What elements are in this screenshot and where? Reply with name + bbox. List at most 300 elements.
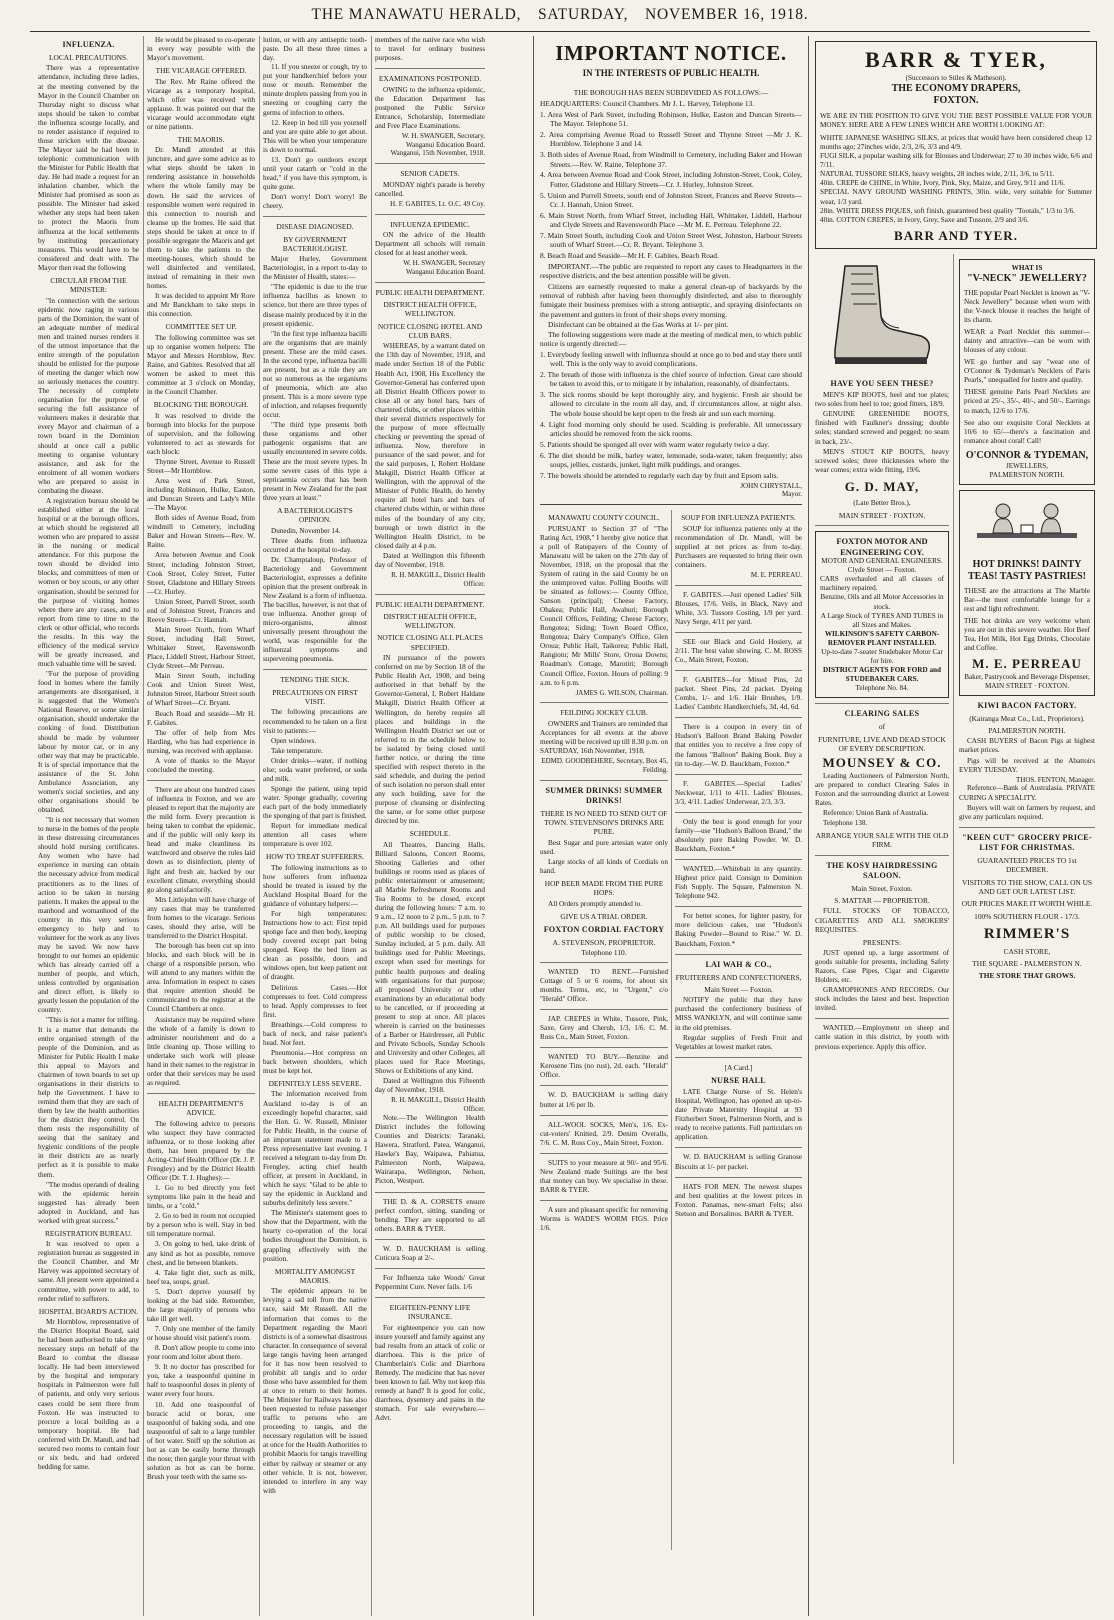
ad-text: (Late Better Bros.), <box>853 498 911 508</box>
ad-text: A. STEVENSON, PROPRIETOR. Telephone 110. <box>552 938 656 957</box>
article-paragraph: Major Hurley, Government Bacteriologist, in a report to-day to the Minister of Health, states:— <box>263 255 367 282</box>
suggestion-item: 4. Light food morning only should be used. Scalding is preferable. All unnecessary articles should be removed from the sick rooms. <box>540 419 802 438</box>
article-paragraph: The information received from Auckland to-day is of an exceedingly hopeful character, said the Hon. G. W. Russell, Minister for Public Health, in the course of an important statement made to a Press representative last evening. I received a telegram to-day from Dr. Frengley, acting chief health officer, at present in Auckland, in which he says: "Glad to be able to say the epidemic in Auckland and suburbs definitely less severe." <box>263 1090 367 1208</box>
ad-text: JAP. CREPES in White, Tussore, Pink, Saxe, Grey and Cherub, 1/3, 1/6. C. M. Ross Co., Main Street, Foxton. <box>540 1015 668 1042</box>
ad-text: PALMERSTON NORTH. <box>989 471 1065 480</box>
column-rule <box>953 254 954 1464</box>
divider <box>675 954 802 955</box>
article-paragraph: The following committee was set up to organise women helpers: The Mayor and Messrs Hornblow, Rev. Raine, and Gabites. Resolved that all women be asked to meet this committee at 3 o'clock on Monday, in the Council Chamber. <box>147 333 255 397</box>
notice-signature: R. H. MAKGILL, District Health Officer. <box>391 570 485 588</box>
precaution-item: Take temperature. <box>271 746 323 755</box>
article-paragraph: "The third type presents both these organisms and other pathogenic organisms that are usually encountered in severe colds. These are the most severe types. In some severe cases of this type a septicaemia occurs that has been present in New Zealand for the past three years at least." <box>263 421 367 502</box>
divider <box>959 827 1095 828</box>
notice-date: Dated at Wellington this fifteenth day of November, 1918. <box>375 551 485 569</box>
article-paragraph: He would be pleased to co-operate in every way possible with the Mayor's movement. <box>147 36 255 63</box>
article-subheading: HEALTH DEPARTMENT'S ADVICE. <box>158 1099 244 1118</box>
notice-text: IN pursuance of the powers conferred on me by Section 18 of the Public Health Act, 1908, and being authorised in that behalf by the Governor-General, I, Robert Haldane Makgill, District Health Officer at Wellington, do hereby require all places and buildings in the Wellington Health District set out or referred to in the schedule below to be isolated by being closed until further notice, or during the time specified with respect thereto in the said schedule, and during the period of such isolation no person shall enter any such building, save for the purpose of cleansing or disinfecting the same, or for some other purpose directed by me. <box>375 654 485 826</box>
notice-heading: DISTRICT HEALTH OFFICE, WELLINGTON. <box>383 611 477 631</box>
notice-signature: H. F. GABITES, Lt. O.C. 49 Coy. <box>390 199 485 208</box>
column-influenza <box>38 36 139 1616</box>
important-notice-title: IMPORTANT NOTICE. <box>555 41 787 65</box>
ad-signature: M. E. PERREAU. <box>750 570 802 579</box>
article-paragraph: Three deaths from influenza occurred at the hospital to-day. <box>263 536 367 554</box>
ad-text: Reference: Union Bank of Australia. <box>823 808 929 817</box>
ad-title: O'CONNOR & TYDEMAN, <box>965 449 1089 461</box>
article-paragraph: It was decided to appoint Mr Rore and Mr Banckham to take steps in this connection. <box>147 292 255 319</box>
article-paragraph: members of the native race who wish to travel for ordinary business purposes. <box>375 36 485 63</box>
article-subheading: THE VICARAGE OFFERED. <box>155 66 247 76</box>
divider <box>675 859 802 860</box>
notice-signature: W. H. SWANGER, Secretary Wanganui Education Board. <box>403 259 485 276</box>
block-assignment: Beach Road and seaside—Mr H. F. Gabites. <box>147 709 255 727</box>
article-subheading: TENDING THE SICK. <box>280 675 350 685</box>
column-influenza-continued <box>147 36 255 1616</box>
article-paragraph: The Rev. Mr Raine offered the vicarage as a temporary hospital, which offer was received with applause. It was pointed out that the vicarage would accommodate eight or nine patients. <box>147 77 255 131</box>
marble-bar-ad <box>959 490 1095 695</box>
classifieds-right <box>675 510 802 1220</box>
ad-text: Leading Auctioneers of Palmerston North, are prepared to conduct Clearing Sales in Foxton and the surrounding district at Lowest Rates. <box>815 771 949 807</box>
divider <box>147 780 255 781</box>
ad-text: JEWELLERS, <box>1005 462 1049 471</box>
ad-text: W. D. BAUCKHAM is selling Granose Biscuits at 1/- per packet. <box>675 1153 802 1171</box>
ad-text: FOXTON. <box>933 95 979 107</box>
ad-text: See also our exquisite Coral Necklets at 10/6 to 65/—there's a fascination and romance about coral! Call! <box>964 418 1090 445</box>
ad-title: HOT DRINKS! DAINTY TEAS! TASTY PASTRIES! <box>968 558 1086 583</box>
ad-item: 40in. COTTON CREPES, in Ivory, Grey, Saxe and Tussore, 2/9 and 3/6. <box>820 215 1029 224</box>
dateline: Dunedin, November 14. <box>271 526 341 535</box>
ad-title: RIMMER'S <box>983 925 1071 942</box>
ad-heading: "KEEN CUT" GROCERY PRICE-LIST FOR CHRISTMAS. <box>962 832 1092 852</box>
ad-text: ALL-WOOL SOCKS, Men's, 1/6. Ex-cut-voters' Knitted, 2/9. Denim Overalls, 7/6. C. M. Ross Coy., Main Street, Foxton. <box>540 1120 668 1147</box>
divider <box>375 214 485 215</box>
divider <box>815 703 949 704</box>
ad-item: 40in. CREPE de CHINE, in White, Ivory, Pink, Sky, Maize, and Grey, 9/11 and 11/6. <box>820 179 1065 188</box>
notice-intro: THE BOROUGH HAS BEEN SUBDIVIDED AS FOLLOWS:— <box>573 87 769 97</box>
ad-text: THE SQUARE - PALMERSTON N. <box>972 959 1082 969</box>
article-subheading: REGISTRATION BUREAU. <box>44 1228 133 1238</box>
ad-text: GRAMOPHONES AND RECORDS. Our stock includes the latest and best. Inspection invited. <box>815 986 949 1013</box>
issue-day: SATURDAY, <box>538 6 629 23</box>
article-paragraph: Delirious Cases.—Hot compresses to feet. Cold compress to head. Apply compresses to feet first. <box>263 983 367 1019</box>
article-subheading: LOCAL PRECAUTIONS. <box>49 53 128 63</box>
notice-paragraph: The following suggestions were made at the meeting of medical men, to which public notice is urgently directed:— <box>540 330 802 349</box>
ad-text: SEE our Black and Gold Hosiery, at 2/11. The best value showing. C. M. ROSS Co., Main Street, Foxton. <box>675 637 802 665</box>
divider <box>263 669 367 670</box>
article-paragraph: For high temperatures: Instructions how to act: First tepid sponge face and then body, keeping body covered except part being sponged. Keep the bed linen as clean as possible, doors and windows open, but keep patient out of draught. <box>263 910 367 982</box>
ad-text: A Large Stock of TYRES AND TUBES in all Sizes and Makes. <box>820 611 944 629</box>
ad-text: All Orders promptly attended to. <box>548 899 643 908</box>
notice-heading: EIGHTEEN-PENNY LIFE INSURANCE. <box>389 1303 471 1322</box>
ad-signature: THOS. FENTON, Manager. <box>1015 775 1095 784</box>
column-rule <box>259 36 260 1616</box>
ad-heading: FOXTON CORDIAL FACTORY <box>543 925 665 935</box>
divider <box>375 68 485 69</box>
boot-illustration-icon <box>815 258 935 368</box>
ad-text: WE go further and say "wear one of O'Connor & Tydeman's Necklets of Paris Pearls," unequalled for lustre and quality. <box>964 358 1090 385</box>
article-subheading: DISEASE DIAGNOSED. <box>276 222 354 232</box>
article-paragraph: Pneumonia.—Hot compress on back between shoulders, which must be kept hot. <box>263 1048 367 1076</box>
ad-text: of <box>878 722 886 732</box>
block-assignment: Union Street, Purrell Street, south end of Johnston Street, Frances and Reeve Streets—Cr. Hannah. <box>147 597 255 624</box>
subdivision-item: 8. Beach Road and Seaside—Mr H. F. Gabites, Beach Road. <box>540 251 719 261</box>
article-subheading: BY GOVERNMENT BACTERIOLOGIST. <box>282 234 348 253</box>
subdivision-item: 1. Area West of Park Street, including Robinson, Hulke, Easton and Duncan Streets—The Mayor. Telephone 51. <box>540 109 802 129</box>
suggestion-item: 5. Patients should be sponged all over with warm water regularly twice a day. <box>540 439 770 449</box>
article-paragraph: "The epidemic is due to the true influenza bacillus as known to science, but there are three types of disease mainly produced by it in the present epidemic. <box>263 283 367 328</box>
ad-text: [A Card.] <box>724 1062 753 1072</box>
divider <box>815 855 949 856</box>
divider <box>815 1018 949 1019</box>
ad-text: WANTED.—Employment on sheep and cattle station in this district, by youth with previous experience. Apply this office. <box>815 1024 949 1051</box>
ads-right <box>959 254 1095 983</box>
suggestion-item: 1. Everybody feeling unwell with influenza should at once go to bed and stay there until well. This is the only way to avoid complications. <box>540 349 802 369</box>
precaution-item: Sponge the patient, using tepid water. Sponge gradually, covering each part of the body immediately the sponging of that part is finished. <box>263 784 367 821</box>
ad-text: (Successors to Stiles & Matheson). <box>905 73 1007 82</box>
notice-paragraph: Disinfectant can be obtained at the Gas Works at 1/- per pint. <box>548 319 729 329</box>
advertisement-text: W. D. BAUCKHAM is selling Cuticura Soap at 2/-. <box>375 1244 485 1262</box>
ad-text: GUARANTEED PRICES TO 1st DECEMBER. <box>977 855 1077 875</box>
article-subheading: PRECAUTIONS ON FIRST VISIT. <box>272 687 358 707</box>
block-assignment: Main Street South, including Cook and Union Street West, Johnston Street, Harbour Street south of Wharf Street—Cr. Bryant. <box>147 672 255 708</box>
article-paragraph: The borough has been cut up into blocks, and each block will be in charge of a responsible person, who will attend to any matters within the area. Information in respect to cases that require attention should be communicated to the registrar at the Council Chambers at once. <box>147 942 255 1014</box>
block-assignment: Main Street North, from Wharf Street, including Hall Street, Whittaker Street, Ravenswordh Place, Liddell Street, Harbour Street, Clyde Street—Mr Perreau. <box>147 625 255 671</box>
article-subheading: MORTALITY AMONGST MAORIS. <box>274 1266 356 1285</box>
ad-footer: BARR AND TYER. <box>894 227 1018 243</box>
ad-text: F. GABITES—for Mixed Pins, 2d packet. Sheet Pins, 2d packet. Dyeing Combs, 1/- and 1/6. Hair Brushes, 1/9. Ladies' Cambric Handkerchiefs, 3d, 4d, 6d. <box>675 676 802 712</box>
advice-rule: 9. It no doctor has prescribed for you, take a teaspoonful quinine in half to teaspoonful doses in plenty of water every four hours. <box>147 1363 255 1399</box>
divider <box>375 163 485 164</box>
notice-text: All Theatres, Dancing Halls, Billiard Saloons, Concert Rooms, Shooting Galleries and other buildings or rooms used as places of public entertainment or amusement; all Marble Refreshment Rooms and Tea Rooms to be closed, except during the following hours: 7 a.m. to 9 a.m., 12 noon to 2 p.m., 5 p.m. to 7 p.m. All buildings used for purposes of public worship to be closed, Sunday included, at 5 p.m. daily. All buildings used for Public Meetings, except when used for meetings for public health purposes and dealing with organisations for that purpose; all proposed University or other examinations by an educational body to be cancelled, or if proceeding at present to stop at once. All places wherein is carried on the businesses of a Barber or Hairdresser, all Public and Private Schools, Sunday Schools and University and other Colleges, all places used for Race Meetings, Shows or Exhibitions of any kind. <box>375 840 485 1076</box>
divider <box>540 702 668 703</box>
ad-text: Buyers will wait on farmers by request, and give any particulars required. <box>959 803 1095 821</box>
article-paragraph: Breathings.—Cold compress to back of neck, and raise patient's head. Not feet. <box>263 1020 367 1047</box>
article-heading: INFLUENZA. <box>62 40 115 49</box>
column-rule <box>671 510 672 1550</box>
article-paragraph: Mr Hornblow, representative of the District Hospital Board, said he had been authorised to take any necessary steps on behalf of the Board to combat the disease locally. He had been interviewed by the hospital and temporary hospitals in Palmerston were full of patients, and only very serious cases could be sent there from Foxton. He was instructed to procure a local building as a temporary hospital. He had conferred with Dr. Mandl, and had secured two rooms to contain four or six beds, and had ordered bedding for same. <box>38 1317 139 1471</box>
article-paragraph: It was resolved to open a registration bureau as suggested in the Council Chamber, and Mr Harvey was appointed secretary of same. All present were appointed a committee, with power to add, to render relief to sufferers. <box>38 1240 139 1303</box>
notice-signature: R. H. MAKGILL, District Health Officer. <box>391 1096 485 1114</box>
ad-heading: LAI WAH & CO., <box>705 959 772 969</box>
ad-heading: NURSE HALL <box>711 1076 766 1086</box>
barr-tyer-ad <box>815 41 1097 249</box>
divider <box>675 1057 802 1058</box>
ad-text: HATS FOR MEN. The newest shapes and best qualities at the lowest prices in Foxton. Panamas, new-smart Felts; also Stetson and Borsalinos. BARR & TYER. <box>675 1182 802 1218</box>
divider <box>263 216 367 217</box>
article-paragraph: A registration bureau should be established either at the local hospital or at the borough offices, at which should be registered all women who are prepared to assist in the nursing or medical attendance. For this purpose the town should be divided into blocks, and committees of men or women or boy scouts, or any other organisation, should be secured for the purpose of visiting homes where there are any cases, and to report from time to time to the clerk or other official, who records the results. In this way the efficiency of the medical service will be greatly increased, and much valuable time will be saved. <box>38 496 139 668</box>
ad-text: FULL STOCKS OF TOBACCO, CIGARETTES AND ALL SMOKERS' REQUISITES. <box>815 907 949 934</box>
divider <box>675 1147 802 1148</box>
notice-heading: DISTRICT HEALTH OFFICE, WELLINGTON. <box>383 300 477 319</box>
ad-text: Benzine, Oils and all Motor Accessories in stock. <box>820 593 944 611</box>
ad-text: 100% SOUTHERN FLOUR - 17/3. <box>974 911 1080 921</box>
ad-text: VISITORS TO THE SHOW, CALL ON US AND GET OUR LATEST LIST. <box>961 877 1093 896</box>
ad-text: WILKINSON'S SAFETY CARBON-REMOVER PLANT INSTALLED. <box>824 629 940 647</box>
article-paragraph: "In connection with the serious epidemic now raging in various parts of the Dominion, the want of an adequate number of medical men and trained nurses renders it of the utmost importance that the entire strength of the population should be enlisted for the purpose of meeting the danger which now so seriously menaces the country. The necessity of complete organisation for the purpose of securing the full assistance of volunteers makes it desirable that every Mayor and chairman of a town board in the Dominion should at once call a public meeting to organise voluntary assistance, and ask for the enrolment of all women workers who are prepared to assist in combating the disease. <box>38 296 139 495</box>
ad-text: Baker, Pastrycook and Beverage Dispenser, <box>964 672 1090 681</box>
article-paragraph: There are about one hundred cases of influenza in Foxton, and we are pleased to report that the majority are the mild form. Every precaution is being taken to combat the epidemic, and if the public will only keep its head and make cleanliness its watchword and observe the rules laid down as to disinfection, plenty of light and fresh air, backed by our excellent climate, everything should go along satisfactorily. <box>147 785 255 894</box>
advice-rule: 11. If you sneeze or cough, try to put your handkerchief before your nose or mouth. Remember the minute droplets passing from you in sneezing or coughing carry the germs of infection to others. <box>263 63 367 117</box>
divider <box>675 1177 802 1178</box>
divider <box>540 1200 668 1201</box>
ad-text: CARS overhauled and all classes of machinery repaired. <box>820 575 944 593</box>
ads-left <box>815 254 949 1053</box>
article-subheading: HOW TO TREAT SUFFERERS. <box>266 852 364 862</box>
divider <box>375 1192 485 1193</box>
precaution-item: Order drinks—water, if nothing else; soda water preferred, or soda and milk. <box>263 756 367 783</box>
ad-text: GENUINE GREENHIDE BOOTS, finished with Faulkner's dressing; double soles; standard screwed and pegged; no seam in back, 23/-. <box>815 410 949 446</box>
ad-text: F. GABITES.—Special Ladies' Neckwear, 1/11 to 4/11. Ladies' Blouses, 3/3, 4/11. Ladies' Underwear, 2/3, 3/3. <box>675 779 802 806</box>
notice-text: OWING to the influenza epidemic, the Education Department has postponed the Public Service Entrance, Scholarship, Intermediate and Free Place Examinations. <box>375 85 485 130</box>
column-health-advice <box>263 36 367 1616</box>
column-notices <box>375 36 485 1616</box>
divider <box>540 1009 668 1010</box>
ad-title: M. E. PERREAU <box>972 656 1082 672</box>
ad-text: Large stocks of all kinds of Cordials on hand. <box>540 857 668 875</box>
issue-date: NOVEMBER 16, 1918. <box>645 6 809 23</box>
notice-text: Note.—The Wellington Health District includes the following Counties and Districts: Taranaki, Hawera, Stratford, Patea, Wanganui, Hawke's Bay, Waipawa, Pahiatua, Palmerston North, Waipawa, Wairarapa, Wellington, Nelson, Picton, Westport. <box>375 1114 485 1186</box>
block-assignment: Both sides of Avenue Road, from windmill to Cemetery, including Baker and Howan Streets—Rev. W. Raine. <box>147 514 255 550</box>
article-paragraph: Mrs Littlejohn will have charge of any cases that may be transferred from homes to the vicarage. Serious cases, should they arise, will be transferred to the District Hospital. <box>147 895 255 940</box>
notice-text: ON the advice of the Health Department all schools will remain closed for at least another week. <box>375 230 485 257</box>
article-paragraph: "In the first type influenza bacilli are the organisms that are mainly present. These are the mild cases. In the second type, influenza bacilli are present, but as a rule they are not so numerous as the organisms of pneumonia, which are also present. This is a more severe type of infection, and relapses frequently occur. <box>263 329 367 420</box>
suggestion-item: 6. The diet should be milk, barley water, lemonade, soda-water, taken frequently; also soups, jellies, custards, junket, light milk puddings, and oranges. <box>540 450 802 469</box>
ad-item: WHITE JAPANESE WASHING SILKS, at prices that would have been considered cheap 12 months ago; 27inches wide, 2/3, 2/6, 3/3 and 4/9. <box>820 134 1092 152</box>
ad-text: THE hot drinks are very welcome when you are out in this severe weather. Hot Beef Tea, Hot Milk, Hot Egg Drinks, Chocolate and Coffee. <box>964 616 1090 653</box>
divider <box>375 282 485 283</box>
divider <box>147 1093 255 1094</box>
suggestion-item: 2. The breath of those with influenza is the chief source of infection. Great care should be taken to avoid this, or to mitigate it by inhalation, reasonably, of disinfectants. <box>540 369 802 389</box>
ad-text: MOTOR AND GENERAL ENGINEERS. <box>821 557 943 566</box>
advice-rule: 12. Keep in bed till you yourself and you are quite able to get about. This will be when your temperature is down to normal. <box>263 118 367 154</box>
advice-rule: 8. Don't allow people to come into your room and loiter about there. <box>147 1344 255 1362</box>
headquarters-line: HEADQUARTERS: Council Chambers. Mr J. L. Harvey, Telephone 13. <box>540 99 755 109</box>
ad-title: MOUNSEY & CO. <box>822 755 942 771</box>
ad-text: CASH BUYERS of Bacon Pigs at highest market prices. <box>959 737 1095 755</box>
ad-text: FURNITURE, LIVE AND DEAD STOCK OF EVERY DESCRIPTION. <box>818 734 946 753</box>
divider <box>675 774 802 775</box>
ad-text: THESE genuine Paris Pearl Necklets are priced at 25/-, 35/-, 40/-, and 50/-. Earrings to match, 12/6 to 17/6. <box>964 388 1090 415</box>
ad-heading: THE KOSY HAIRDRESSING SALOON. <box>826 860 938 880</box>
subdivision-item: 6. Main Street North, from Wharf Street, including Hall, Whittaker, Liddell, Harbour and Clyde Streets and Ravenswordh Place —Mr M. E. Perreau. Telephone 22. <box>540 210 802 230</box>
notice-heading: SCHEDULE. <box>409 829 451 839</box>
article-paragraph: The Minister's statement goes to show that the Department, with the hearty co-operation of the local bodies throughout the Dominion, is grappling effectively with the position. <box>263 1209 367 1263</box>
ad-text: WHAT IS <box>1011 264 1043 273</box>
advertisement-text: For Influenza take Woods' Great Peppermint Cure. Never fails. 1/6 <box>375 1273 485 1291</box>
ad-text: Telephone 138. <box>823 818 868 827</box>
article-paragraph: Dr. Champtaloup, Professor of Bacteriology and Government Bacteriologist, expresses a definite opinion that the present outbreak in New Zealand is a form of influenza. The bacillus, however, is not that of true influenza. Another group of micro-organisms, almost universally present throughout the world, was responsible for the influenzal symptoms and supervening pneumonia. <box>263 555 367 664</box>
ad-text: OUR PRICES MAKE IT WORTH WHILE. <box>961 899 1093 909</box>
ad-text: MEN'S KIP BOOTS, heel and toe plates; two soles from heel to toe; good fitters, 18/9. <box>815 391 949 409</box>
notice-heading: INFLUENZA EPIDEMIC. <box>390 219 470 229</box>
foxton-motor-ad <box>815 531 949 698</box>
masthead <box>30 6 1090 30</box>
article-paragraph: The following instructions as to how sufferers from influenza should be treated is issued by the Auckland Hospital Board for the guidance of voluntary helpers:— <box>263 863 367 908</box>
notice-date: Dated at Wellington this Fifteenth day of November, 1918. <box>375 1077 485 1095</box>
article-paragraph: Don't worry! Don't worry! Be cheery. <box>263 193 367 211</box>
article-subheading: A BACTERIOLOGIST'S OPINION. <box>277 505 353 525</box>
ad-text: A sure and pleasant specific for removing Worms is WADE'S WORM FIGS. Price 1/6. <box>540 1206 668 1233</box>
ad-text: Main Street, Foxton. <box>851 883 913 893</box>
masthead-rule <box>30 31 1090 32</box>
ad-text: MAIN STREET · FOXTON. <box>838 510 926 520</box>
ad-text: DISTRICT AGENTS FOR FORD and STUDEBAKER CARS. <box>822 665 942 684</box>
advice-rule: 13. Don't go outdoors except until your catarrh or "cold in the head," if you have this symptom, is quite gone. <box>263 155 367 191</box>
divider <box>675 585 802 586</box>
classifieds-area <box>540 510 802 1550</box>
ad-title: "V-NECK" JEWELLERY? <box>967 273 1087 285</box>
divider <box>815 525 949 526</box>
ad-text: Reference—Bank of Australasia. PRIVATE CURING A SPECIALITY. <box>959 784 1095 802</box>
ad-item: SPECIAL NAVY GROUND WASHING PRINTS, 30in. wide, very suitable for Summer wear, 1/3 yard. <box>820 188 1092 206</box>
precaution-item: Open windows. <box>271 736 317 745</box>
ad-text: LATE Charge Nurse of St. Helen's Hospital, Wellington, has opened an up-to-date Private Maternity Hospital at 93 Fitzherbert Street, Palmerston North, and is ready to receive patients. Full particulars on application. <box>675 1088 802 1142</box>
column-rule <box>371 36 372 1616</box>
ad-text: SUITS to your measure at 90/- and 95/6. New Zealand made Suitings are the best that money can buy. We specialise in these. BARR & TYER. <box>540 1158 668 1194</box>
important-notice-subtitle: IN THE INTERESTS OF PUBLIC HEALTH. <box>582 68 760 79</box>
divider <box>540 1085 668 1086</box>
ad-text: (Kairanga Meat Co., Ltd., Proprietors). <box>969 713 1085 723</box>
ad-text: CASH STORE, <box>1003 946 1051 956</box>
ad-signature: EDMD. GOODBEHERE, Secretary, Box 45, Feilding. <box>541 757 668 774</box>
ad-text: MEN'S STOUT KIP BOOTS, heavy screwed soles; three thicknesses where the wear comes; extra wide fitting, 19/6. <box>815 447 949 474</box>
article-paragraph: The offer of help from Mrs Harding, who has had experience in nursing, was received with applause. <box>147 728 255 755</box>
ad-text: Up-to-date 7-seater Studebaker Motor Car for hire. <box>821 647 943 665</box>
divider <box>675 632 802 633</box>
ad-text: THE popular Pearl Necklet is known as "V-Neck Jewellery" because when worn with the V-neck blouse it reaches the height of its charm. <box>964 288 1090 324</box>
newspaper-name: THE MANAWATU HERALD, <box>311 6 522 23</box>
column-rule <box>533 36 534 1616</box>
article-paragraph: The following precautions are recommended to be taken on a first visit to patients:— <box>263 708 367 735</box>
article-paragraph: There was a representative attendance, including three ladies, at the meeting convened by the Mayor in the Council Chamber on Thursday night to discuss what steps should be taken to combat the influenza scourge locally, and to render assistance if required to those stricken with the disease. The Mayor said he had been in telephonic communication with the Minister for Public Health that day. He had made a request for an inhalation chamber, which the Minister had promised as soon as possible. The Minister had asked whether any steps had been taken to protect the Maoris from influenza at the local settlements by instituting precautionary measures. This would have to be considered and dealt with. The Mayor then read the following <box>38 64 139 272</box>
notice-heading: NOTICE CLOSING ALL PLACES SPECIFIED. <box>377 633 483 652</box>
divider <box>375 1297 485 1298</box>
advertisement-text: For eighteenpence you can now insure yourself and family against any bad results from an attack of colic or diarrhoea. This is the price of Chamberlain's Colic and Diarrhoea Remedy. The medicine that has never been known to fail. Why not keep this remedy at hand? It is good for colic, diarrhoea, dysentery and pains in the stomach. For sale everywhere.—Advt. <box>375 1323 485 1423</box>
ad-text: Clyde Street — Foxton. <box>847 566 917 575</box>
ad-text: THE ECONOMY DRAPERS, <box>891 82 1021 94</box>
article-paragraph: A vote of thanks to the Mayor concluded the meeting. <box>147 756 255 774</box>
notice-paragraph: IMPORTANT.—The public are requested to report any cases to Headquarters in the respective districts, and the best attention possible will be given. <box>540 261 802 281</box>
mayor-title: Mayor. <box>781 490 802 499</box>
ad-text: Main Street — Foxton. <box>704 985 773 994</box>
ad-text: W. D. BAUCKHAM is selling dairy butter at 1/6 per lb. <box>540 1091 668 1109</box>
article-paragraph: Assistance may be required where the whole of a family is down to administer nourishment and do a little cleaning up. Those willing to undertake such work will please hand in their names to the registrar in order that their services may be used as required. <box>147 1015 255 1087</box>
article-subheading: THE MAORIS. <box>177 134 225 144</box>
block-assignment: Thynne Street, Avenue to Russell Street—Mr Hornblow. <box>147 457 255 475</box>
ad-text: THERE IS NO NEED TO SEND OUT OF TOWN. STEVENSON'S DRINKS ARE PURE. <box>540 808 668 837</box>
article-paragraph: "For the purpose of providing food in homes where the family arrangements are disorganised, it is suggested that the Women's National Reserve, or some similar organisation, should undertake the cooking of food. Distribution should be made by volunteer labour by motor car, or in any other way that may be practicable. It is of special importance that the assistance of the St. John Ambulance Association, any women's social societies, and any other organisations should be obtained. <box>38 670 139 814</box>
notice-heading: NOTICE CLOSING HOTEL AND CLUB BARS. <box>377 321 483 340</box>
ad-text: F. GABITES.—Just opened Ladies' Silk Blouses, 17/6. Veils, in Black, Navy and White, 3/3. Tussore Costing, 1/9 per yard. Navy Serge, 4/11 per yard. <box>675 590 802 626</box>
article-subheading: COMMITTEE SET UP. <box>165 322 237 332</box>
ad-heading: SOUP FOR INFLUENZA PATIENTS. <box>681 513 796 523</box>
advice-rule: 10. Add one teaspoonful of boracic acid or borax, one teaspoonful of baking soda, and one teaspoonful of salt to a large tumbler of hot water. Sniff up the solution as hot as can be easily borne through the nose; then gargle your throat with solution as hot as can be borne. Brush your teeth with the same so- <box>147 1400 255 1482</box>
article-paragraph: It was resolved to divide the borough into blocks for the purpose of supervision, and the following volunteered to act as stewards for each block: <box>147 411 255 456</box>
ad-heading: SUMMER DRINKS! SUMMER DRINKS! <box>545 785 663 805</box>
ad-text: OWNERS and Trainers are reminded that Acceptances for all events at the above meeting will be received up till 8.30 p.m. on SATURDAY, 16th November, 1918. <box>540 719 668 755</box>
ad-heading: MANAWATU COUNTY COUNCIL. <box>548 513 660 523</box>
ad-item: NATURAL TUSSORE SILKS, heavy weights, 28 inches wide, 2/11, 3/6, to 5/11. <box>820 170 1055 179</box>
ads-grid <box>815 254 1097 1464</box>
divider <box>540 1047 668 1048</box>
advice-rule: 3. On going to bed, take drink of any kind as hot as possible, remove chest, and lie between blankets. <box>147 1240 255 1267</box>
article-subheading: DEFINITELY LESS SEVERE. <box>268 1079 362 1089</box>
article-subheading: HOSPITAL BOARD'S ACTION. <box>38 1306 139 1316</box>
ad-text: THESE are the attractions at The Marble Bar—the most comfortable lounge for a rest and light refreshment. <box>964 586 1090 613</box>
ad-text: Regular supplies of Fresh Fruit and Vegetables at lowest market rates. <box>675 1033 802 1051</box>
article-paragraph: "This is not a matter for trifling. It is a matter that demands the entire organised strength of the people of the Dominion, and as Minister for Public Health I make this appeal to Mayors and chairmen of town boards to set up organisations in their districts to help the Government. I have to remind them that they are each of them by law the health authorities for the district they control. On them rests the responsibility of seeing that the sanitary and hygienic conditions of the people in their districts are as nearly perfect as it is possible to make them. <box>38 1016 139 1179</box>
ad-heading: FEILDING JOCKEY CLUB. <box>560 708 648 718</box>
ad-text: PRESENTS: <box>862 937 902 947</box>
notice-heading: EXAMINATIONS POSTPONED. <box>378 74 482 84</box>
mayor-signature: JOHN CHRYSTALL, <box>740 481 802 490</box>
advice-rule: 2. Go to bed in room not occupied by a person who is well. Stay in bed till temperature normal. <box>147 1212 255 1239</box>
ad-text: PURSUANT to Section 37 of "The Rating Act, 1908," I hereby give notice that a poll of Ratepayers of the County of Manawatu will be taken on the 27th day of November, 1918, on the proposal that the System of rating in the said County be on the unimproved value. Polling Booths will be situated as follows:— County Office, Sanson (principal); Cheese Factory, Ohakea; Public Hall, Awahuri; Borough Council Offices, Feilding; Cheese Factory, Rongotea; Siding; Town Board Office, Rongotea; Dairy Company's Office, Glen Oroua; Public Hall, Taikorea; Public Hall, Rangiotu; Mr Mills' Store, Oroua Downs; Roadman's Cottage, Marotiri; Borough Council Office, Foxton. Hours of polling: 9 a.m. to 6 p.m. <box>540 524 668 687</box>
ad-text: WANTED TO RENT.—Furnished Cottage of 5 or 6 rooms, for about six months. Terms, etc, to "Urgent," c/o "Herald" Office. <box>540 967 668 1004</box>
subdivision-item: 7. Main Street South, including Cook and Union Street West, Johnston, Harbour Streets south of Wharf Street.—Cr. R. Bryant. Telephone 3. <box>540 230 802 250</box>
suggestion-item: 3. The sick rooms should be kept thoroughly airy, and hygienic. Fresh air should be allowed to circulate in the room all day, and, if circumstances allow, at night also. The whole house should be kept open to the fresh air and sun each morning. <box>540 390 802 418</box>
divider <box>375 1268 485 1269</box>
v-neck-jewellery-ad <box>959 259 1095 485</box>
block-assignment: Area west of Park Street, including Robinson, Hulke, Easton, and Duncan Streets and Lady's Mile—The Mayor. <box>147 476 255 513</box>
ad-text: MAIN STREET · FOXTON. <box>985 681 1069 690</box>
notice-heading: PUBLIC HEALTH DEPARTMENT. <box>375 599 485 609</box>
article-paragraph: lution, or with any antiseptic tooth-paste. Do all these three times a day. <box>263 36 367 63</box>
advice-rule: 1. Go to bed directly you feel symptoms like pain in the head and limbs, or a "cold." <box>147 1184 255 1211</box>
ad-title: FOXTON MOTOR AND ENGINEERING COY. <box>836 535 928 557</box>
article-paragraph: Dr. Mandl attended at this juncture, and gave some advice as to what steps should be taken in rendering assistance in households where the whole family may be down. He said the services of responsible women were required in this connection to nourish and cleanse up the homes. He said that steps should be taken at once to if possible segregate the Maoris and get them to take the patients to the meeting-houses, which should be well disinfected and ventilated, instead of remaining in their own homes. <box>147 146 255 291</box>
article-paragraph: "The modus operandi of dealing with the epidemic herein suggested has already been adopted in Auckland, and has worked with great success." <box>38 1180 139 1225</box>
divider <box>675 812 802 813</box>
ad-heading: KIWI BACON FACTORY. <box>977 700 1077 710</box>
ad-title: G. D. MAY, <box>844 478 920 494</box>
article-subheading: BLOCKING THE BOROUGH. <box>153 400 249 410</box>
ad-text: ARRANGE YOUR SALE WITH THE OLD FIRM. <box>815 830 949 850</box>
ad-text: WEAR a Pearl Necklet this summer—dainty and attractive—can be worn with blouses of any colour. <box>964 328 1090 355</box>
classifieds-left <box>540 510 668 1234</box>
ad-text: WANTED TO BUY.—Benzine and Kerosene Tins (no rust), 2d. each. "Herald" Office. <box>540 1053 668 1080</box>
ad-text: NOTIFY the public that they have purchased the confectionery business of MISS WANKLYN, and will continue same in the old premises. <box>675 996 802 1032</box>
divider <box>675 906 802 907</box>
tea-party-illustration-icon <box>967 495 1087 555</box>
subdivision-item: 3. Both sides of Avenue Road, from Windmill to Cemetery, including Baker and Howan Streets.—Rev. W. Raine, Telephone 37. <box>540 150 802 169</box>
notice-heading: SENIOR CADETS. <box>400 169 460 179</box>
column-rule <box>808 36 809 1616</box>
ad-text: Best Sugar and pure artesian water only used. <box>540 838 668 856</box>
subdivision-item: 4. Area between Avenue Road and Cook Street, including Johnston-Street, Cook, Coley, Futter, Gladstone and Hillary Streets—Cr. J. Hurley, Johnston Street. <box>540 170 802 189</box>
divider <box>675 717 802 718</box>
article-subheading: CIRCULAR FROM THE MINISTER: <box>50 275 127 295</box>
ad-text: WANTED.—Whitebait in any quantity. Highest price paid. Consign to Dominion Fish Supply. The Square, Palmerston N. Telephone 942. <box>675 865 802 901</box>
divider <box>540 504 802 505</box>
article-paragraph: The following advice to persons who suspect they have contracted influenza, or to those looking after them, has been prepared by the Acting-Chief Health Officer (Dr. J. P. Frengley) and by the District Health Officer (Dr. T. J. Hughes):— <box>147 1119 255 1183</box>
notice-heading: PUBLIC HEALTH DEPARTMENT. <box>375 287 485 297</box>
divider <box>540 1153 668 1154</box>
notice-signature: W. H. SWANGER, Secretary, Wanganui Education Board. Wanganui, 15th November, 1918. <box>390 131 485 158</box>
ad-text: GIVE US A TRIAL ORDER. <box>560 911 648 921</box>
ad-text: HOP BEER MADE FROM THE PURE HOPS. <box>544 879 664 898</box>
divider <box>540 1115 668 1116</box>
ad-heading: HAVE YOU SEEN THESE? <box>830 379 934 389</box>
suggestion-item: 7. The bowels should be attended to regularly each day by fruit and Epsom salts. <box>540 470 779 480</box>
ad-text: THE STORE THAT GROWS. <box>978 971 1076 981</box>
notice-paragraph: Citizens are earnestly requested to make a general clean-up of backyards by the removal of rubbish after having been thoroughly disinfected, and also to thoroughly fumigate their business premises with a strong antiseptic, and spraying disinfectants on the pavement and gutters in front of their shops every morning. <box>540 281 802 319</box>
block-assignment: Area between Avenue and Cook Street, including Johnston Street, Cook Street, Coley Street, Futter Street, Gladstone and Hillary Streets—Cr. Hurley. <box>147 551 255 596</box>
ad-item: FUGI SILK, a popular washing silk for Blouses and Underwear; 27 to 30 inches wide, 6/6 and 7/11. <box>820 152 1092 170</box>
column-advertisements <box>815 36 1097 1616</box>
column-important-notice <box>540 36 802 1616</box>
ad-text: Only the best is good enough for your family—use "Hudson's Balloon Brand," the absolutely pure Baking Powder. W. D. Bauckham, Foxton.* <box>675 817 802 854</box>
ad-text: JUST opened up, a large assortment of goods suitable for presents, including Safety Razors, Case Pipes, Cigar and Cigarette Holders, etc. <box>815 948 949 985</box>
